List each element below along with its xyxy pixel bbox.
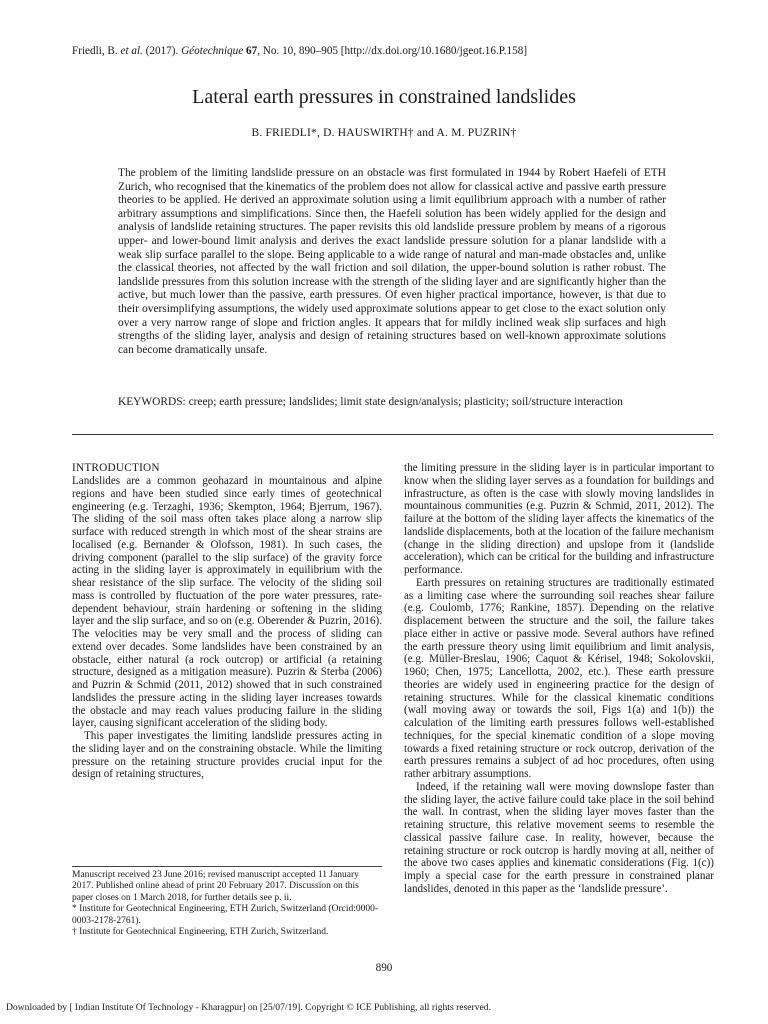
abstract-divider [72, 434, 713, 435]
body-paragraph: Indeed, if the retaining wall were moving downslope faster than the sliding layer, the active failure could take place in the soil behind the wall. In contrast, when the sliding layer moves faster than the retaining structure, this relative movement seems to resemble the classical passive failure case. In reality, however, because the retaining structure or rock outcrop is hardly moving at all, neither of the above two cases applies and kinematic considerations (Fig. 1(c)) imply a special case for the earth pressure in constrained planar landslides, denoted in this paper as the ‘landslide pressure’. [404, 780, 714, 895]
keywords-label: KEYWORDS: [118, 396, 186, 408]
citation-year: (2017). [142, 45, 182, 57]
citation-rest: , No. 10, 890–905 [http://dx.doi.org/10.1680/jgeot.16.P.158] [257, 45, 528, 57]
citation-etal: et al. [120, 45, 143, 57]
keywords [118, 396, 666, 410]
download-notice: Downloaded by [ Indian Institute Of Technology - Kharagpur] on [25/07/19]. Copyright © ICE Publishing, all rights reserved. [6, 1002, 491, 1013]
footnote-affiliation: * Institute for Geotechnical Engineering, ETH Zurich, Switzerland (Orcid:0000-0003-2178-2761). [72, 904, 379, 926]
journal-volume: 67 [246, 45, 258, 57]
body-column-right [404, 462, 714, 896]
body-paragraph: Earth pressures on retaining structures are traditionally estimated as a limiting case where the surrounding soil reaches shear failure (e.g. Coulomb, 1776; Rankine, 1857). Depending on the relative displacement between the structure and the soil, the failure takes place either in active or passive mode. Several authors have refined the earth pressure theory using limit equilibrium and limit analysis, (e.g. Müller-Breslau, 1906; Caquot & Kérisel, 1948; Sokolovskii, 1960; Chen, 1975; Lancellotta, 2002, etc.). These earth pressure theories are widely used in engineering practice for the design of retaining structures. While for the classical kinematic conditions (wall moving away or towards the soil, Figs 1(a) and 1(b)) the calculation of the limiting earth pressures follows well-established techniques, for the special kinematic condition of a slope moving towards a fixed retaining structure or rock outcrop, derivation of the earth pressures remains a subject of ad hoc procedures, often using rather arbitrary assumptions. [404, 576, 714, 780]
page-number: 890 [375, 962, 393, 974]
article-title: Lateral earth pressures in constrained landslides [192, 86, 576, 108]
section-heading: INTRODUCTION [72, 462, 160, 474]
footnote-divider [72, 866, 382, 867]
body-paragraph: This paper investigates the limiting landslide pressures acting in the sliding layer and on the constraining obstacle. While the limiting pressure on the retaining structure provides crucial input for the design of retaining structures, [72, 730, 382, 781]
footnote-manuscript: Manuscript received 23 June 2016; revised manuscript accepted 11 January 2017. Published online ahead of print 20 February 2017. Discussion on this paper closes on 1 March 2018, for further details see p. ii. [72, 870, 359, 903]
abstract: The problem of the limiting landslide pressure on an obstacle was first formulated in 1944 by Robert Haefeli of ETH Zurich, who recognised that the kinematics of the problem does not allow for classical active and passive earth pressure theories to be applied. He derived an approximate solution using a limit equilibrium approach with a number of rather arbitrary assumptions and simplifications. Since then, the Haefeli solution has been widely applied for the design and analysis of landslide retaining structures. The paper revisits this old landslide pressure problem by means of a rigorous upper- and lower-bound limit analysis and derives the exact landslide pressure solution for a planar landslide with a weak slip surface parallel to the slope. Being applicable to a wide range of natural and man-made obstacles and, unlike the classical theories, not affected by the wall friction and soil dilation, the upper-bound solution is rather robust. The landslide pressures from this solution increase with the strength of the sliding layer and are significantly higher than the active, but much lower than the passive, earth pressures. Of even higher practical importance, however, is that due to their oversimplifying assumptions, the widely used approximate solutions appear to get close to the exact solution only over a very narrow range of slope and friction angles. It appears that for mildly inclined weak slip surfaces and high strengths of the sliding layer, analysis and design of retaining structures based on well-known approximate solutions can become dramatically unsafe. [118, 167, 666, 356]
citation-authors: Friedli, B. [72, 45, 121, 57]
body-paragraph: the limiting pressure in the sliding layer is in particular important to know when the sliding layer serves as a foundation for buildings and infrastructure, as often is the case with slowly moving landslides in mountainous communities (e.g. Puzrin & Schmid, 2011, 2012). The failure at the bottom of the sliding layer affects the kinematics of the landslide displacements, both at the location of the failure mechanism (change in the sliding direction) and upslope from it (landslide acceleration), which can be critical for the building and infrastructure performance. [404, 462, 714, 576]
body-paragraph: Landslides are a common geohazard in mountainous and alpine regions and have been studied since early times of geotechnical engineering (e.g. Terzaghi, 1936; Skempton, 1964; Bjerrum, 1967). The sliding of the soil mass often takes place along a narrow slip surface with reduced strength in which most of the shear strains are localised (e.g. Bernander & Olofsson, 1981). In such cases, the driving component (parallel to the slip surface) of the gravity force acting in the sliding layer is approximately in equilibrium with the shear resistance of the slip surface. The velocity of the sliding soil mass is controlled by fluctuation of the pore water pressures, rate-dependent behaviour, strain hardening or softening in the sliding layer and the slip surface, and so on (e.g. Oberender & Puzrin, 2016). The velocities may be very small and the process of sliding can extend over decades. Some landslides have been constrained by an obstacle, either natural (a rock outcrop) or artificial (a retaining structure, designed as a mitigation measure). Puzrin & Sterba (2006) and Puzrin & Schmid (2011, 2012) showed that in such constrained landslides the pressure acting in the sliding layer increases towards the obstacle and may reach values producing failure in the sliding layer, causing significant acceleration of the sliding body. [72, 475, 382, 730]
body-column-left [72, 462, 382, 781]
journal-name: Géotechnique [181, 45, 244, 57]
footnote-affiliation: † Institute for Geotechnical Engineering, ETH Zurich, Switzerland. [72, 927, 329, 938]
citation-header [72, 44, 712, 58]
keywords-text: creep; earth pressure; landslides; limit state design/analysis; plasticity; soil/structure interaction [185, 396, 623, 408]
footnotes [72, 870, 382, 938]
article-authors: B. FRIEDLI*, D. HAUSWIRTH† and A. M. PUZRIN† [251, 127, 517, 139]
